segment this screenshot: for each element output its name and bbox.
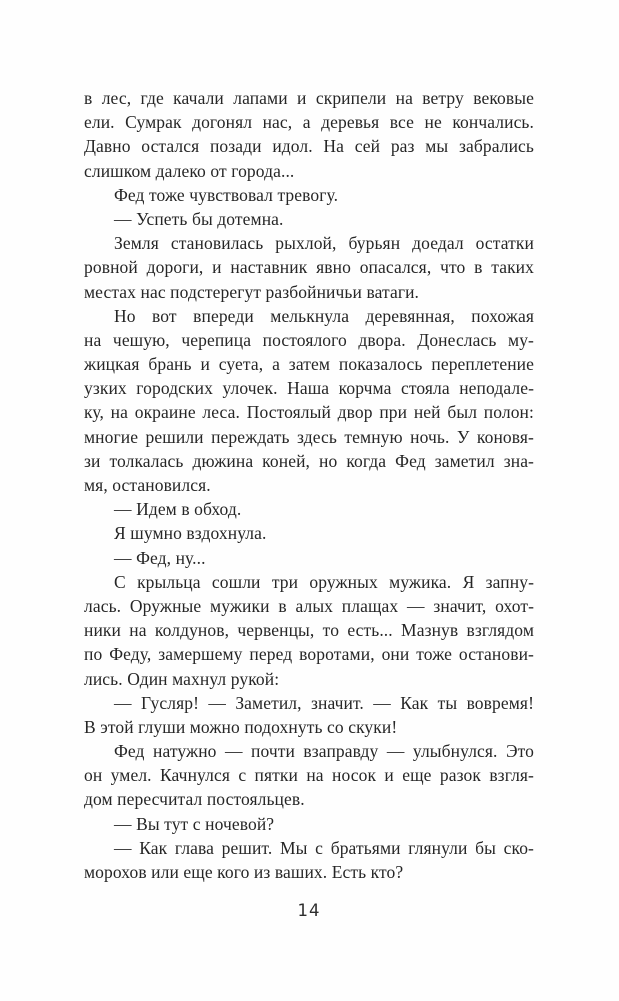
text-line: — Вы тут с ночевой?	[114, 813, 275, 834]
text-line: ники на колдунов, червенцы, то есть... Мазнув взглядом	[84, 620, 534, 641]
text-line: — Идем в обход.	[114, 499, 242, 520]
text-line: Фед тоже чувствовал тревогу.	[114, 184, 339, 205]
text-line: ровной дороги, и наставник явно опасался, что в таких	[84, 257, 534, 278]
text-line: зи толкалась дюжина коней, но когда Фед заметил зна-	[84, 450, 534, 471]
text-line: — Фед, ну...	[114, 547, 206, 568]
page-number: 14	[297, 901, 321, 920]
text-line: Давно остался позади идол. На сей раз мы забрались	[84, 136, 534, 157]
text-line: лась. Оружные мужики в алых плащах — значит, охот-	[84, 595, 534, 616]
text-line: Фед натужно — почти взаправду — улыбнулся. Это	[114, 741, 534, 762]
text-line: слишком далеко от города...	[84, 160, 295, 181]
text-line: ку, на окраине леса. Постоялый двор при ней был полон:	[84, 402, 534, 423]
text-line: многие решили переждать здесь темную ночь. У коновя-	[84, 426, 534, 447]
text-line: жицкая брань и суета, а затем показалось переплетение	[84, 354, 534, 375]
text-line: — Гусляр! — Заметил, значит. — Как ты вовремя!	[114, 692, 534, 713]
text-line: — Успеть бы дотемна.	[114, 208, 284, 229]
text-line: узких городских улочек. Наша корчма стояла неподале-	[84, 378, 534, 399]
text-line: лись. Один махнул рукой:	[84, 668, 280, 689]
text-line: В этой глуши можно подохнуть со скуки!	[84, 716, 398, 737]
text-line: морохов или еще кого из ваших. Есть кто?	[84, 862, 404, 882]
text-line: местах нас подстерегут разбойничьи ватаги.	[84, 281, 420, 302]
text-line: он умел. Качнулся с пятки на носок и еще разок взгля-	[84, 765, 534, 786]
text-line: С крыльца сошли три оружных мужика. Я запну-	[114, 571, 534, 592]
text-line: мя, остановился.	[84, 475, 211, 495]
text-line: — Как глава решит. Мы с братьями глянули бы ско-	[114, 837, 534, 858]
text-line: по Феду, замершему перед воротами, они тоже останови-	[84, 644, 534, 665]
text-line: на чешую, черепица постоялого двора. Донеслась му-	[84, 329, 534, 350]
text-line: Я шумно вздохнула.	[114, 523, 267, 544]
page-text	[84, 86, 534, 884]
text-line: дом пересчитал постояльцев.	[84, 789, 305, 810]
text-line: Земля становилась рыхлой, бурьян доедал остатки	[114, 233, 534, 254]
text-line: в лес, где качали лапами и скрипели на ветру вековые	[84, 88, 534, 108]
text-line: ели. Сумрак догонял нас, а деревья все не кончались.	[84, 112, 534, 133]
text-line: Но вот впереди мелькнула деревянная, похожая	[114, 305, 534, 326]
